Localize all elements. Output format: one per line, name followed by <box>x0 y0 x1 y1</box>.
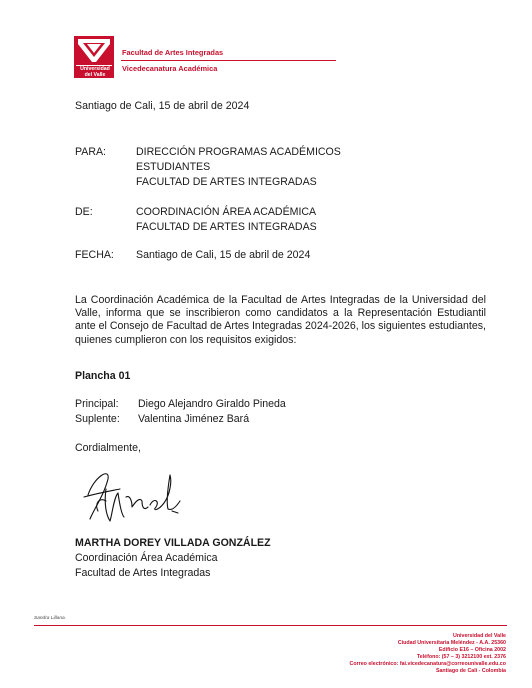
logo-line-1: Universidad <box>80 66 110 72</box>
fecha-label: FECHA: <box>75 249 114 261</box>
handwritten-signature <box>80 467 190 532</box>
footer-line-2: Ciudad Universitaria Meléndez - A.A. 25360 <box>397 640 506 646</box>
body-paragraph: La Coordinación Académica de la Facultad de Artes Integradas de la Universidad del Valle, informa que se inscribieron como candidatos a la Representación Estudiantil ante el Consejo de Facultad de Artes Integradas 2024-2026, los siguientes estudiantes, quienes cumplieron con los requisitos exigidos: <box>75 294 486 346</box>
fecha-value: Santiago de Cali, 15 de abril de 2024 <box>136 249 311 261</box>
drafter-initials: Sandra Lillana. <box>34 616 67 621</box>
footer-line-6: Santiago de Cali - Colombia <box>435 668 506 674</box>
document-date: Santiago de Cali, 15 de abril de 2024 <box>75 100 250 112</box>
closing: Cordialmente, <box>75 442 141 454</box>
de-line-1: COORDINACIÓN ÁREA ACADÉMICA <box>136 206 317 218</box>
para-line-1: DIRECCIÓN PROGRAMAS ACADÉMICOS <box>136 146 341 158</box>
header-divider <box>121 60 336 61</box>
de-line-2: FACULTAD DE ARTES INTEGRADAS <box>136 221 317 233</box>
para-label: PARA: <box>75 146 107 158</box>
para-line-2: ESTUDIANTES <box>136 161 211 173</box>
footer-line-3: Edificio E16 – Oficina 2002 <box>438 647 506 653</box>
faculty-name: Facultad de Artes Integradas <box>122 48 224 57</box>
office-name: Vicedecanatura Académica <box>122 64 218 73</box>
footer-address <box>350 633 506 675</box>
footer-line-1: Universidad del Valle <box>453 633 506 639</box>
logo-line-2: del Valle <box>84 71 106 78</box>
principal-name: Diego Alejandro Giraldo Pineda <box>138 398 286 410</box>
footer-line-4: Teléfono: (57 – 3) 3212100 ext. 2376 <box>416 654 506 660</box>
signer-name: MARTHA DOREY VILLADA GONZÁLEZ <box>75 537 271 549</box>
signer-unit: Facultad de Artes Integradas <box>75 567 211 579</box>
de-label: DE: <box>75 206 93 218</box>
plancha-title: Plancha 01 <box>75 370 131 382</box>
principal-label: Principal: <box>75 398 119 410</box>
footer-line-5: Correo electrónico: fai.vicedecanatura@correounivalle.edu.co <box>349 661 506 667</box>
footer-divider <box>34 625 507 626</box>
signature-icon <box>80 467 190 527</box>
para-line-3: FACULTAD DE ARTES INTEGRADAS <box>136 176 317 188</box>
signer-title: Coordinación Área Académica <box>75 552 218 564</box>
suplente-name: Valentina Jiménez Bará <box>138 413 250 425</box>
logo-wordmark <box>75 67 115 78</box>
suplente-label: Suplente: <box>75 413 120 425</box>
